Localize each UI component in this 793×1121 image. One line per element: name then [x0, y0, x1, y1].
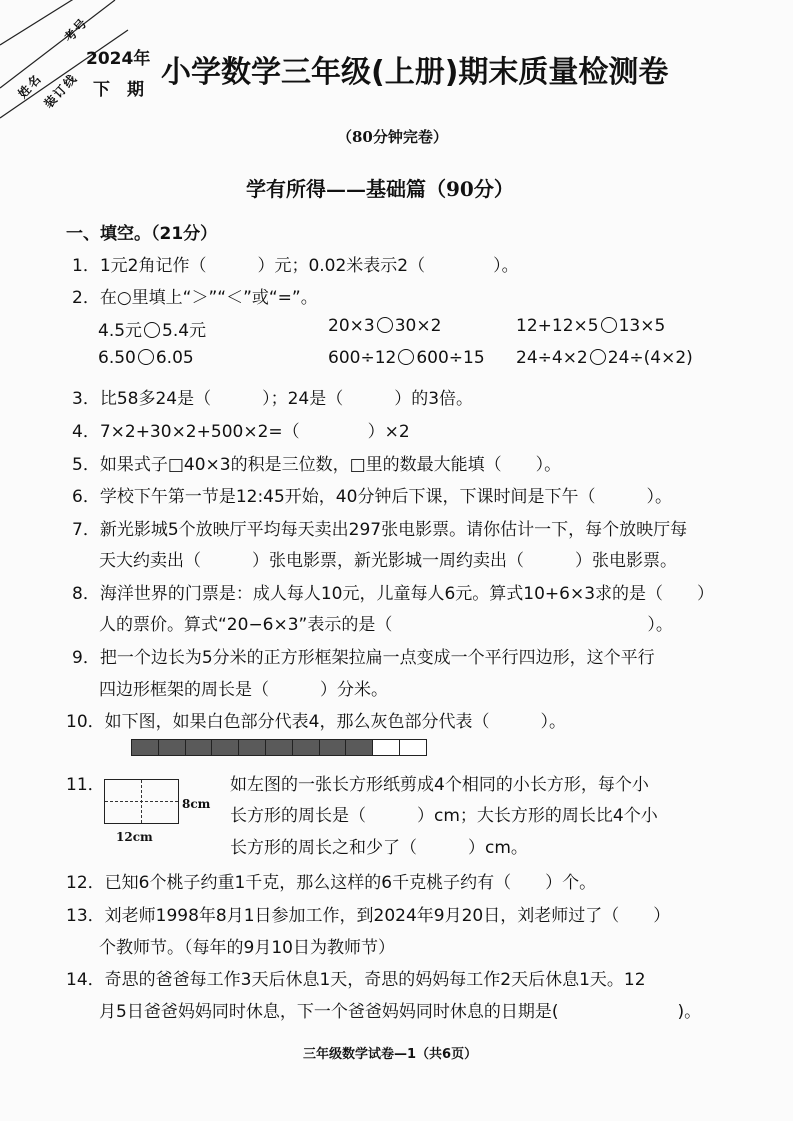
question-12: 12．已知6个桃子约重1千克，那么这样的6千克桃子约有（ ）个。: [66, 873, 597, 893]
question-13-line-1: 13．刘老师1998年8月1日参加工作，到2024年9月20日，刘老师过了（ ）: [66, 906, 671, 926]
question-8-line-1: 8．海洋世界的门票是：成人每人10元，儿童每人6元。算式10+6×3求的是（ ）: [72, 584, 715, 604]
question-3: 3．比58多24是（ ）；24是（ ）的3倍。: [72, 389, 474, 409]
bar-cell-gray: [265, 739, 293, 756]
compare-item-5: [328, 348, 485, 368]
compare-right: 6.05: [155, 348, 194, 368]
compare-item-6: [516, 348, 693, 368]
page-subtitle: （80分钟完卷）: [337, 128, 448, 146]
question-7-line-1: 7．新光影城5个放映厅平均每天卖出297张电影票。请你估计一下，每个放映厅每: [72, 520, 688, 540]
compare-right: 24÷(4×2): [607, 348, 693, 368]
page-footer: 三年级数学试卷—1（共6页）: [303, 1047, 478, 1062]
q11-rectangle-diagram: [104, 779, 179, 824]
q11-width-label: 12cm: [116, 830, 153, 844]
q11-height-label: 8cm: [182, 797, 211, 811]
q11-dashed-horizontal: [105, 801, 178, 802]
compare-left: 600÷12: [328, 348, 397, 368]
compare-circle[interactable]: [590, 349, 606, 365]
bar-cell-gray: [238, 739, 266, 756]
question-11-line-2: 长方形的周长是（ ）cm；大长方形的周长比4个小: [230, 806, 658, 826]
section-title: 学有所得——基础篇（90分）: [246, 177, 514, 201]
bar-cell-white: [372, 739, 400, 756]
compare-right: 13×5: [618, 316, 666, 336]
header-term: 下 期: [93, 80, 144, 100]
compare-circle[interactable]: [398, 349, 414, 365]
question-11-line-3: 长方形的周长之和少了（ ）cm。: [230, 838, 528, 858]
compare-circle[interactable]: [144, 322, 160, 338]
header-year-block: [86, 44, 150, 106]
question-6: 6．学校下午第一节是12:45开始，40分钟后下课，下课时间是下午（ ）。: [72, 487, 672, 507]
header-year: 2024年: [86, 49, 151, 69]
bar-cell-gray: [158, 739, 186, 756]
question-1: 1．1元2角记作（ ）元；0.02米表示2（ ）。: [72, 256, 519, 276]
compare-circle[interactable]: [377, 317, 393, 333]
compare-left: 12+12×5: [516, 316, 599, 336]
question-2: 2．在○里填上“＞”“＜”或“=”。: [72, 288, 318, 308]
question-4: 4．7×2+30×2+500×2=（ ）×2: [72, 422, 410, 442]
part1-heading: 一、填空。（21分）: [66, 224, 218, 244]
bar-cell-gray: [292, 739, 320, 756]
bar-cell-gray: [185, 739, 213, 756]
bar-cell-gray: [131, 739, 159, 756]
binding-label-id: 考号: [61, 14, 91, 45]
binding-label-seal: 装订线: [41, 70, 81, 111]
compare-item-2: [328, 316, 441, 336]
question-13-line-2: 个教师节。（每年的9月10日为教师节）: [99, 938, 395, 958]
compare-right: 5.4元: [162, 321, 207, 341]
q10-bar-diagram: [132, 739, 427, 756]
compare-left: 6.50: [98, 348, 136, 368]
question-7-line-2: 天大约卖出（ ）张电影票，新光影城一周约卖出（ ）张电影票。: [99, 551, 677, 571]
page-title: 小学数学三年级(上册)期末质量检测卷: [161, 55, 669, 90]
bar-cell-gray: [211, 739, 239, 756]
compare-right: 600÷15: [416, 348, 485, 368]
compare-left: 20×3: [328, 316, 375, 336]
binding-label-name: 姓名: [15, 70, 45, 101]
question-9-line-2: 四边形框架的周长是（ ）分米。: [99, 680, 388, 700]
question-14-line-2: 月5日爸爸妈妈同时休息，下一个爸爸妈妈同时休息的日期是( )。: [99, 1002, 702, 1022]
question-11-line-1: 如左图的一张长方形纸剪成4个相同的小长方形，每个小: [230, 775, 649, 795]
compare-item-1: [98, 316, 206, 341]
question-9-line-1: 9．把一个边长为5分米的正方形框架拉扁一点变成一个平行四边形，这个平行: [72, 648, 655, 668]
compare-left: 24÷4×2: [516, 348, 588, 368]
compare-item-4: [98, 348, 194, 368]
question-11-number: 11．: [66, 775, 105, 795]
question-5: 5．如果式子□40×3的积是三位数，□里的数最大能填（ ）。: [72, 455, 562, 475]
bar-cell-white: [399, 739, 427, 756]
compare-item-3: [516, 316, 665, 336]
compare-left: 4.5元: [98, 321, 143, 341]
compare-circle[interactable]: [138, 349, 154, 365]
question-14-line-1: 14．奇思的爸爸每工作3天后休息1天，奇思的妈妈每工作2天后休息1天。12: [66, 970, 646, 990]
compare-circle[interactable]: [601, 317, 617, 333]
question-8-line-2: 人的票价。算式“20−6×3”表示的是（ ）。: [99, 615, 673, 635]
compare-right: 30×2: [394, 316, 442, 336]
bar-cell-gray: [319, 739, 347, 756]
bar-cell-gray: [345, 739, 373, 756]
question-10: 10．如下图，如果白色部分代表4，那么灰色部分代表（ ）。: [66, 712, 566, 732]
